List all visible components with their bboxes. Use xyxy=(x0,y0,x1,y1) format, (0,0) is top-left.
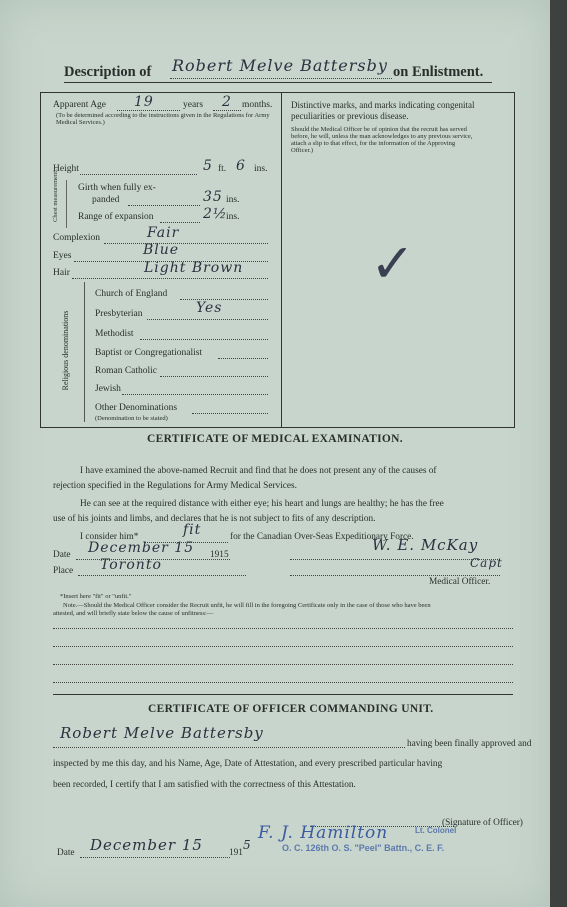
officer-line3: been recorded, I certify that I am satisfied with the correctness of this Attestation. xyxy=(53,780,356,790)
medical-year: 1915 xyxy=(210,550,229,560)
expansion-leader xyxy=(160,222,200,223)
officer-name-line xyxy=(53,747,405,748)
religion-other: Other Denominations xyxy=(95,403,178,413)
medical-para2-line1: He can see at the required distance with either eye; his heart and lungs are healthy; he has the free xyxy=(80,499,444,509)
fit-value: fit xyxy=(183,522,202,538)
consider-label: I consider him* xyxy=(80,532,139,542)
medical-officer-label: Medical Officer. xyxy=(429,577,491,587)
months-label: months. xyxy=(242,100,273,110)
unfit-line-4 xyxy=(53,682,513,683)
officer-stamp-signature: F. J. Hamilton xyxy=(258,823,389,843)
eyes-label: Eyes xyxy=(53,251,72,261)
officer-year-label: 191 xyxy=(229,848,243,858)
girth-label-1: Girth when fully ex- xyxy=(78,183,156,193)
officer-date-value: December 15 xyxy=(90,836,203,854)
name-dotted-line xyxy=(170,78,392,79)
girth-label-2: panded xyxy=(92,195,120,205)
unfit-note-line1: Note.—Should the Medical Officer consider the Recruit unfit, he will fill in the foregoing Certificate only in the case of those who have been xyxy=(63,602,431,609)
officer-recruit-name: Robert Melve Battersby xyxy=(60,724,264,742)
medical-signature-line xyxy=(290,559,500,560)
marks-heading-1: Distinctive marks, and marks indicating congenital xyxy=(291,100,475,110)
medical-para1-line1: I have examined the above-named Recruit and find that he does not present any of the causes of xyxy=(80,466,437,476)
insert-fit-note: *Insert here "fit" or "unfit." xyxy=(60,593,132,600)
religion-line-2 xyxy=(147,319,268,320)
complexion-label: Complexion xyxy=(53,233,100,243)
height-label: Height xyxy=(53,164,79,174)
unfit-note-line2: attested, and will briefly state below the cause of unfitness:— xyxy=(53,610,214,617)
height-leader xyxy=(80,174,197,175)
marks-note-2: before, he will, unless the man acknowledges to any previous service, xyxy=(291,133,473,140)
religion-methodist: Methodist xyxy=(95,329,134,339)
hair-value: Light Brown xyxy=(144,260,244,276)
religion-line-6 xyxy=(122,394,268,395)
marks-note-1: Should the Medical Officer be of opinion that the recruit has served xyxy=(291,126,467,133)
hair-line xyxy=(72,278,268,279)
force-label: for the Canadian Over-Seas Expeditionary Force. xyxy=(230,532,414,542)
unfit-line-2 xyxy=(53,646,513,647)
age-years-value: 19 xyxy=(134,94,154,110)
officer-line1-tail: having been finally approved and xyxy=(407,739,532,749)
description-title-suffix: on Enlistment. xyxy=(393,64,484,80)
religion-roman-catholic: Roman Catholic xyxy=(95,366,158,376)
religion-church-of-england: Church of England xyxy=(95,289,168,299)
medical-certificate-heading: CERTIFICATE OF MEDICAL EXAMINATION. xyxy=(147,433,403,445)
description-title-prefix: Description of xyxy=(64,64,152,80)
frame-right xyxy=(514,92,515,427)
medical-date-label: Date xyxy=(53,550,71,560)
age-note: (To be determined according to the instructions given in the Regulations for Army Medical Services.) xyxy=(56,112,270,126)
officer-date-label: Date xyxy=(57,848,75,858)
unfit-line-1 xyxy=(53,628,513,629)
place-label: Place xyxy=(53,566,74,576)
expansion-value: 2½ xyxy=(203,206,228,222)
religion-line-3 xyxy=(140,339,268,340)
height-in-value: 6 xyxy=(236,158,246,174)
other-denomination-note: (Denomination to be stated) xyxy=(95,415,168,422)
height-ins-label: ins. xyxy=(254,164,268,174)
expansion-label: Range of expansion xyxy=(78,212,154,222)
girth-unit: ins. xyxy=(226,195,240,205)
ft-label: ft. xyxy=(218,164,227,174)
unfit-line-3 xyxy=(53,664,513,665)
eyes-value: Blue xyxy=(143,242,180,258)
religion-brace xyxy=(84,282,85,422)
medical-para1-line2: rejection specified in the Regulations for Army Medical Services. xyxy=(53,481,297,491)
medical-officer-signature: W. E. McKay xyxy=(372,536,479,554)
age-months-value: 2 xyxy=(222,94,232,110)
years-label: years xyxy=(183,100,204,110)
chest-measurement-label: Chest measurement. xyxy=(52,169,59,222)
chest-brace xyxy=(66,180,67,228)
officer-date-line xyxy=(80,857,230,858)
frame-divider xyxy=(281,92,282,427)
presbyterian-mark: Yes xyxy=(196,300,223,316)
frame-bottom xyxy=(40,427,515,428)
age-years-line xyxy=(117,110,180,111)
medical-date-value: December 15 xyxy=(88,540,195,556)
height-ft-value: 5 xyxy=(203,158,213,174)
age-months-line xyxy=(213,110,241,111)
officer-line2: inspected by me this day, and his Name, Age, Date of Attestation, and every prescribed particular having xyxy=(53,759,443,769)
religion-presbyterian: Presbyterian xyxy=(95,309,143,319)
hair-label: Hair xyxy=(53,268,70,278)
officer-year-written: 5 xyxy=(243,838,252,852)
medical-para2-line2: use of his joints and limbs, and declares that he is not subject to fits of any description. xyxy=(53,514,376,524)
officer-signature-label: (Signature of Officer) xyxy=(442,818,523,828)
religion-jewish: Jewish xyxy=(95,384,121,394)
religion-line-1 xyxy=(180,299,268,300)
frame-top xyxy=(40,92,514,93)
religion-line-7 xyxy=(192,413,268,414)
girth-leader xyxy=(128,205,200,206)
religion-label: Religious denominations xyxy=(61,310,70,391)
frame-left xyxy=(40,92,41,427)
girth-value: 35 xyxy=(203,189,223,205)
religion-baptist: Baptist or Congregationalist xyxy=(95,348,203,358)
religion-line-4 xyxy=(218,358,268,359)
header-underline xyxy=(64,82,492,83)
officer-stamp-rank: Lt. Colonel xyxy=(415,826,457,835)
section-divider xyxy=(53,694,513,695)
complexion-line xyxy=(104,243,268,244)
marks-note-4: Officer.) xyxy=(291,147,314,154)
medical-officer-rank: Capt xyxy=(470,556,503,570)
expansion-unit: ins. xyxy=(226,212,240,222)
place-value: Toronto xyxy=(100,557,162,573)
recruit-name-handwritten: Robert Melve Battersby xyxy=(172,56,388,75)
complexion-value: Fair xyxy=(147,225,180,241)
officer-stamp-unit: O. C. 126th O. S. "Peel" Battn., C. E. F. xyxy=(282,843,445,853)
marks-heading-2: peculiarities or previous disease. xyxy=(291,111,409,121)
officer-certificate-heading: CERTIFICATE OF OFFICER COMMANDING UNIT. xyxy=(148,703,434,715)
examiner-check-mark: ✓ xyxy=(370,232,417,295)
place-line xyxy=(78,575,246,576)
apparent-age-label: Apparent Age xyxy=(53,100,107,110)
marks-note-3: attach a slip to that effect, for the information of the Approving xyxy=(291,140,456,147)
religion-line-5 xyxy=(160,376,268,377)
